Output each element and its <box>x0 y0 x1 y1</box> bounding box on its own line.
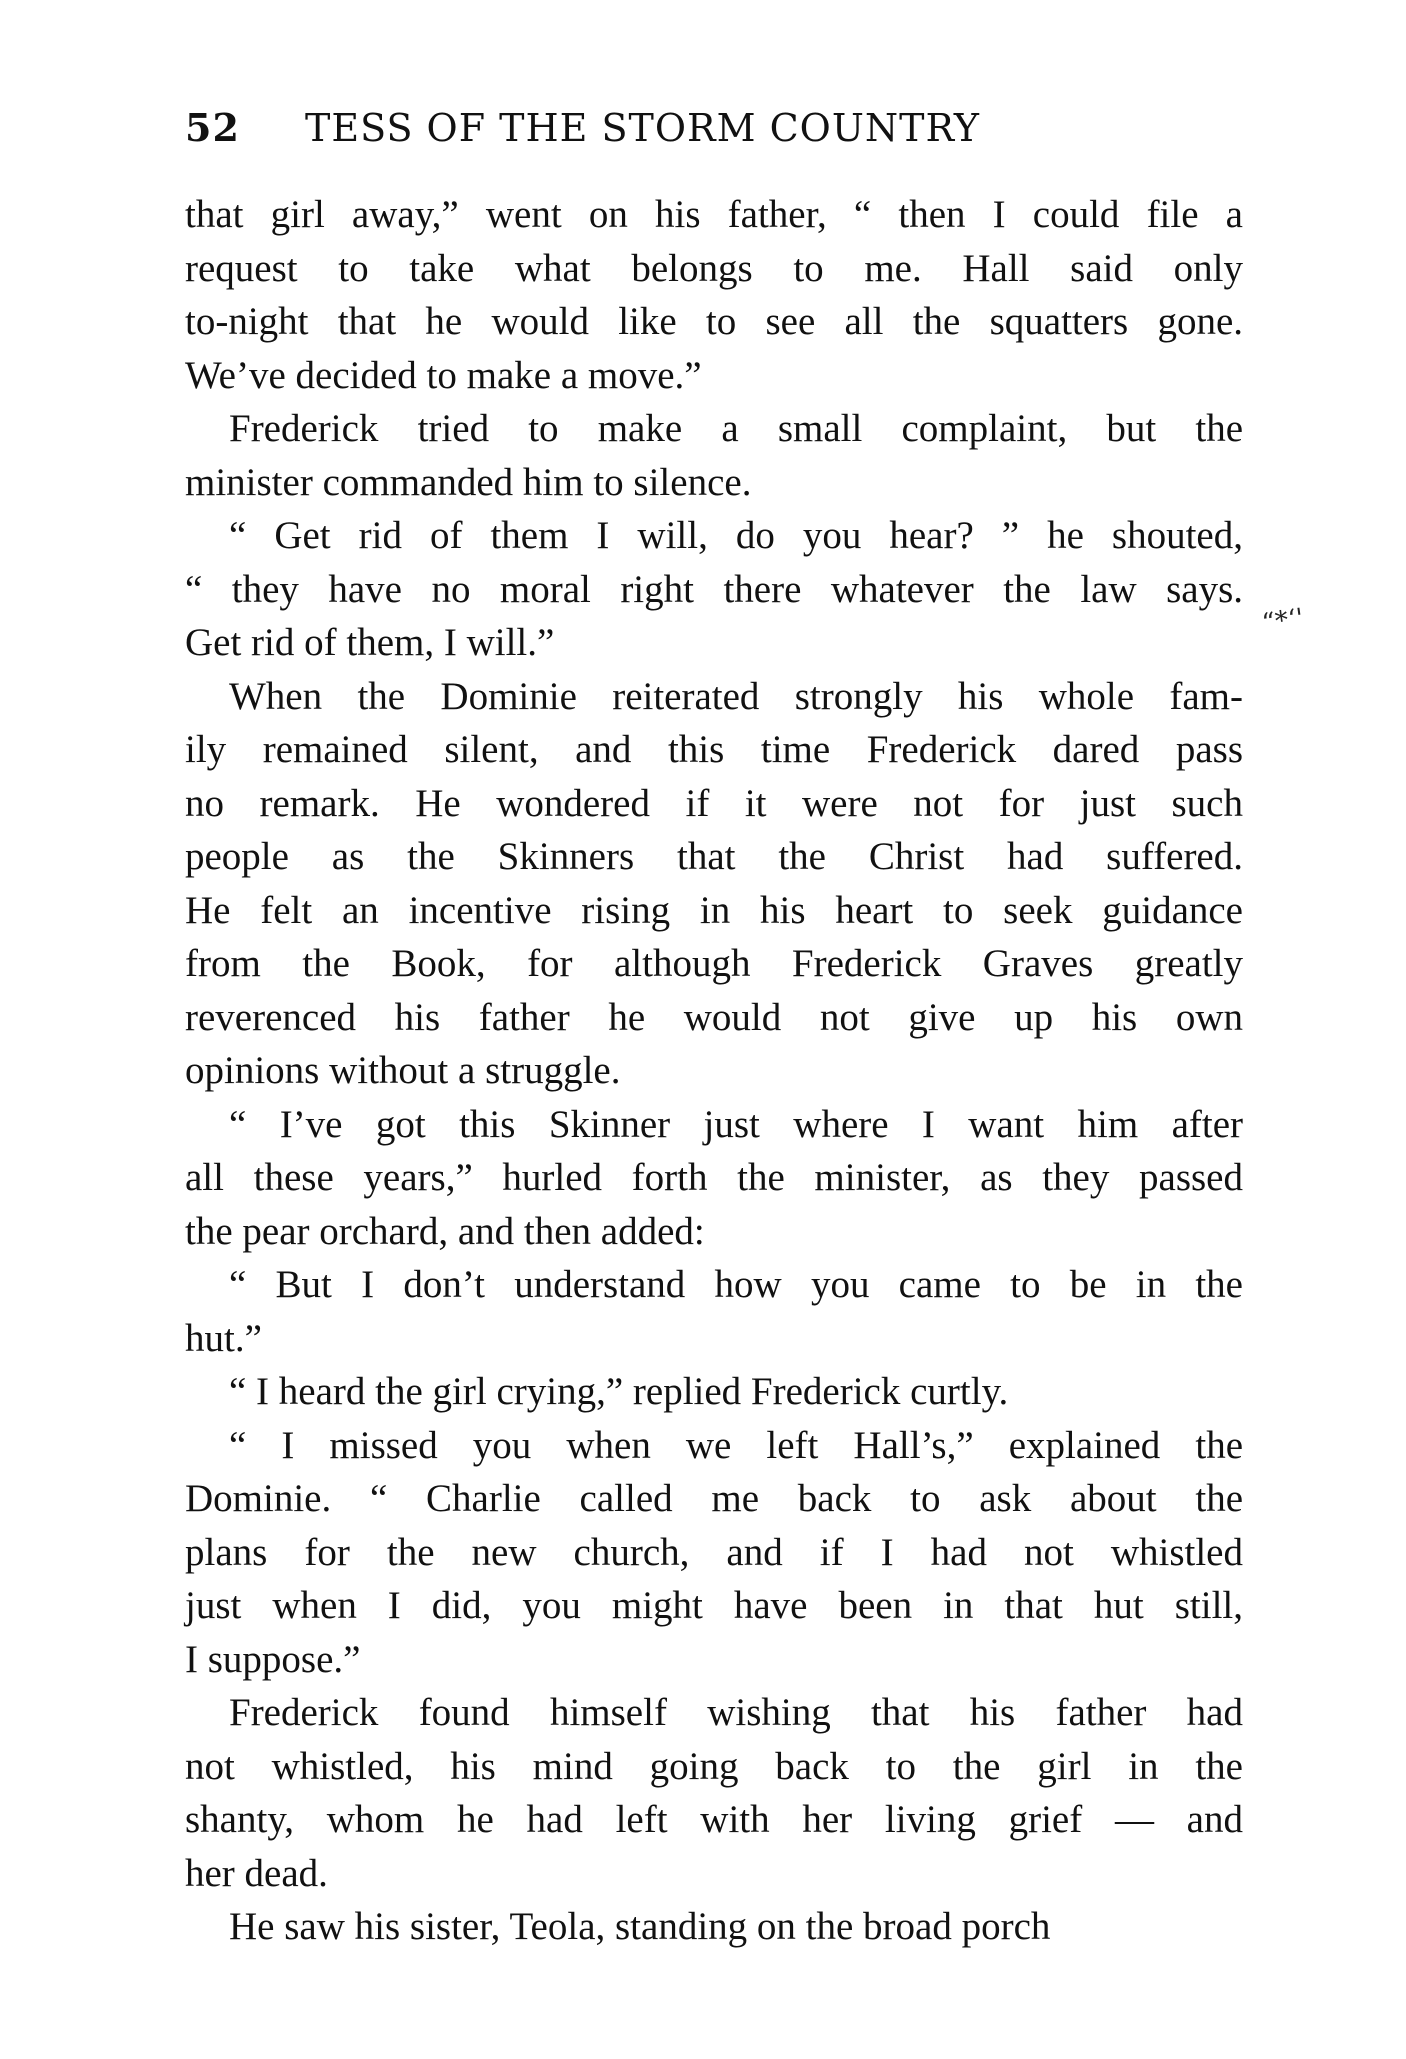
paragraph <box>185 1419 1243 1687</box>
paragraph <box>185 402 1243 509</box>
text-line: When the Dominie reiterated strongly his whole fam- <box>229 674 1243 718</box>
text-line: He saw his sister, Teola, standing on the broad porch <box>229 1905 1051 1948</box>
text-line: I suppose.” <box>185 1637 361 1681</box>
page-number: 52 <box>185 105 240 150</box>
text-line: He felt an incentive rising in his heart to seek guidance <box>185 888 1243 932</box>
text-line: her dead. <box>185 1851 328 1895</box>
text-line: request to take what belongs to me. Hall said only <box>185 246 1243 290</box>
book-title: TESS OF THE STORM COUNTRY <box>305 106 980 150</box>
body-text <box>185 188 1243 1954</box>
margin-mark: “*‘' <box>1260 603 1306 639</box>
text-line: reverenced his father he would not give up his own <box>185 995 1243 1039</box>
text-line: “ I missed you when we left Hall’s,” explained the <box>229 1423 1243 1467</box>
paragraph <box>185 670 1243 1098</box>
paragraph <box>185 1900 1243 1954</box>
running-head <box>185 98 1245 158</box>
text-line: people as the Skinners that the Christ had suffered. <box>185 835 1243 878</box>
text-line: all these years,” hurled forth the minister, as they passed <box>185 1156 1243 1199</box>
text-line: Frederick tried to make a small complaint, but the <box>229 407 1243 450</box>
text-line: ily remained silent, and this time Frederick dared pass <box>185 728 1243 771</box>
text-line: shanty, whom he had left with her living grief — and <box>185 1798 1243 1841</box>
text-line: the pear orchard, and then added: <box>185 1209 705 1253</box>
text-line: no remark. He wondered if it were not for just such <box>185 781 1243 825</box>
text-line: “ I heard the girl crying,” replied Frederick curtly. <box>229 1370 1009 1413</box>
text-line: hut.” <box>185 1316 262 1360</box>
text-line: Get rid of them, I will.” <box>185 621 555 664</box>
text-line: to-night that he would like to see all the squatters gone. <box>185 300 1243 343</box>
paragraph <box>185 1258 1243 1365</box>
text-line: Frederick found himself wishing that his father had <box>229 1691 1243 1734</box>
paragraph <box>185 1098 1243 1259</box>
paragraph <box>185 188 1243 402</box>
text-line: “ I’ve got this Skinner just where I want him after <box>229 1102 1243 1146</box>
text-line: from the Book, for although Frederick Graves greatly <box>185 942 1243 985</box>
text-line: not whistled, his mind going back to the girl in the <box>185 1744 1243 1788</box>
paragraph <box>185 509 1243 670</box>
text-line: plans for the new church, and if I had not whistled <box>185 1530 1243 1574</box>
text-line: We’ve decided to make a move.” <box>185 353 702 397</box>
text-line: “ But I don’t understand how you came to be in the <box>229 1263 1243 1306</box>
text-line: that girl away,” went on his father, “ then I could file a <box>185 193 1243 236</box>
paragraph <box>185 1686 1243 1900</box>
text-line: minister commanded him to silence. <box>185 460 752 504</box>
text-line: “ Get rid of them I will, do you hear? ” he shouted, <box>229 514 1243 557</box>
text-line: just when I did, you might have been in that hut still, <box>185 1584 1243 1627</box>
paragraph <box>185 1365 1243 1419</box>
text-line: Dominie. “ Charlie called me back to ask about the <box>185 1477 1243 1520</box>
text-line: “ they have no moral right there whatever the law says. <box>185 567 1243 611</box>
text-line: opinions without a struggle. <box>185 1049 621 1092</box>
